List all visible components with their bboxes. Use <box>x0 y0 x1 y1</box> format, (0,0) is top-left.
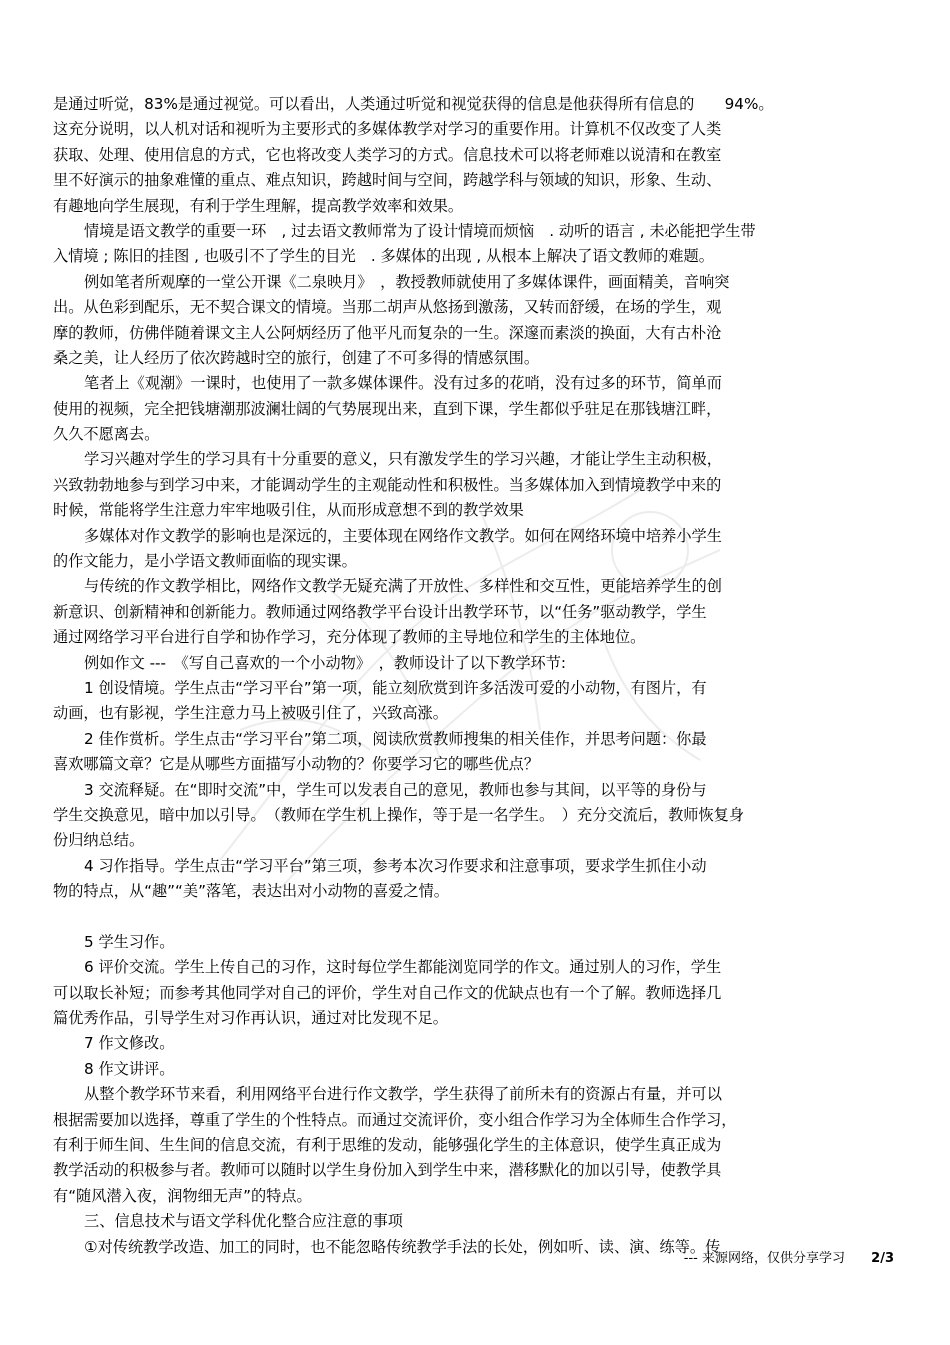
text-line: 例如作文 --- 《写自己喜欢的一个小动物》 ，教师设计了以下教学环节: <box>84 653 566 672</box>
text-line: 情境是语文教学的重要一环 , 过去语文教师常为了设计情境而烦恼 . 动听的语言 , 未必能把学生带 <box>84 221 756 240</box>
text-line: 根据需要加以选择，尊重了学生的个性特点。而通过交流评价，变小组合作学习为全体师生合作学习， <box>53 1110 737 1129</box>
text-line: 7 作文修改。 <box>84 1034 175 1053</box>
text-line: 学生交换意见，暗中加以引导。 （教师在学生机上操作，等于是一名学生。 ）充分交流后，教师恢复身 <box>53 805 745 824</box>
text-line: 桑之美，让人经历了依次跨越时空的旅行，创建了不可多得的情感氛围。 <box>53 348 539 367</box>
text-line: 入情境 ; 陈旧的挂图 , 也吸引不了学生的目光 . 多媒体的出现 , 从根本上解决了语文教师的难题。 <box>53 247 714 266</box>
text-line: 与传统的作文教学相比，网络作文教学无疑充满了开放性、多样性和交互性，更能培养学生的创 <box>84 577 722 596</box>
text-line: 8 作文讲评。 <box>84 1059 175 1078</box>
page-footer <box>684 1250 894 1268</box>
text-line: 兴致勃勃地参与到学习中来，才能调动学生的主观能动性和积极性。当多媒体加入到情境教学中来的 <box>53 475 722 494</box>
text-line: 这充分说明，以人机对话和视听为主要形式的多媒体教学对学习的重要作用。计算机不仅改变了人类 <box>53 120 722 139</box>
text-line: 5 学生习作。 <box>84 932 175 951</box>
text-line: 从整个教学环节来看，利用网络平台进行作文教学，学生获得了前所未有的资源占有量，并可以 <box>84 1085 722 1104</box>
text-line: 份归纳总结。 <box>53 831 145 850</box>
text-line: 三、信息技术与语文学科优化整合应注意的事项 <box>84 1212 403 1231</box>
text-line: 教学活动的积极参与者。教师可以随时以学生身份加入到学生中来，潜移默化的加以引导，使教学具 <box>53 1161 722 1180</box>
text-line: 3 交流释疑。在“即时交流”中，学生可以发表自己的意见，教师也参与其间，以平等的身份与 <box>84 780 707 799</box>
page-number: 2/3 <box>871 1251 894 1266</box>
text-line: 久久不愿离去。 <box>53 425 160 444</box>
text-line: 里不好演示的抽象难懂的重点、难点知识，跨越时间与空间，跨越学科与领域的知识，形象、生动、 <box>53 171 722 190</box>
text-line: 可以取长补短；而参考其他同学对自己的评价，学生对自己作文的优缺点也有一个了解。教师选择几 <box>53 983 722 1002</box>
text-line: 新意识、创新精神和创新能力。教师通过网络教学平台设计出教学环节，以“任务”驱动教学，学生 <box>53 602 707 621</box>
text-line: 例如笔者所观摩的一堂公开课《二泉映月》 ，教授教师就使用了多媒体课件，画面精美，音响突 <box>84 272 730 291</box>
text-line: 有趣地向学生展现，有利于学生理解，提高教学效率和效果。 <box>53 196 464 215</box>
text-line: 通过网络学习平台进行自学和协作学习，充分体现了教师的主导地位和学生的主体地位。 <box>53 628 646 647</box>
text-line <box>53 905 893 930</box>
footer-source: --- 来源网络，仅供分享学习 <box>683 1251 846 1266</box>
text-line: 是通过听觉，83%是通过视觉。可以看出，人类通过听觉和视觉获得的信息是他获得所有信息的 94%。 <box>53 95 774 113</box>
document-body <box>53 92 893 1260</box>
text-line: 多媒体对作文教学的影响也是深远的，主要体现在网络作文教学。如何在网络环境中培养小学生 <box>84 526 722 545</box>
text-line: 出。从色彩到配乐，无不契合课文的情境。当那二胡声从悠扬到激荡，又转而舒缓，在场的学生，观 <box>53 298 722 317</box>
text-line: 摩的教师，仿佛伴随着课文主人公阿炳经历了他平凡而复杂的一生。深邃而素淡的换面，大有古朴沧 <box>53 323 722 342</box>
text-line: 的作文能力，是小学语文教师面临的现实课。 <box>53 552 357 571</box>
text-line: 2 佳作赏析。学生点击“学习平台”第二项，阅读欣赏教师搜集的相关佳作，并思考问题：你最 <box>84 729 707 748</box>
text-line: 动画，也有影视，学生注意力马上被吸引住了，兴致高涨。 <box>53 704 448 723</box>
text-line: 有利于师生间、生生间的信息交流，有利于思维的发动，能够强化学生的主体意识，使学生真正成为 <box>53 1136 722 1155</box>
text-line: 时候，常能将学生注意力牢牢地吸引住，从而形成意想不到的教学效果 <box>53 501 524 520</box>
text-line: 获取、处理、使用信息的方式，它也将改变人类学习的方式。信息技术可以将老师难以说清和在教室 <box>53 145 722 164</box>
text-line: 1 创设情境。学生点击“学习平台”第一项，能立刻欣赏到许多活泼可爱的小动物，有图片，有 <box>84 678 707 697</box>
text-line: 使用的视频，完全把钱塘潮那波澜壮阔的气势展现出来，直到下课，学生都似乎驻足在那钱塘江畔， <box>53 399 722 418</box>
text-line: 4 习作指导。学生点击“学习平台”第三项，参考本次习作要求和注意事项，要求学生抓住小动 <box>84 856 707 875</box>
text-line: 学习兴趣对学生的学习具有十分重要的意义，只有激发学生的学习兴趣，才能让学生主动积极， <box>84 450 722 469</box>
text-line: 物的特点，从“趣”“美”落笔，表达出对小动物的喜爱之情。 <box>53 882 449 901</box>
text-line: 篇优秀作品，引导学生对习作再认识，通过对比发现不足。 <box>53 1009 448 1028</box>
text-line: 喜欢哪篇文章？它是从哪些方面描写小动物的？你要学习它的哪些优点？ <box>53 755 539 774</box>
text-line: 6 评价交流。学生上传自己的习作，这时每位学生都能浏览同学的作文。通过别人的习作，学生 <box>84 958 722 977</box>
text-line: 有“随风潜入夜，润物细无声”的特点。 <box>53 1186 312 1205</box>
text-line: ①对传统教学改造、加工的同时，也不能忽略传统教学手法的长处，例如听、读、演、练等。传 <box>84 1237 721 1256</box>
text-line: 笔者上《观潮》一课时，也使用了一款多媒体课件。没有过多的花哨，没有过多的环节，简单而 <box>84 374 722 393</box>
